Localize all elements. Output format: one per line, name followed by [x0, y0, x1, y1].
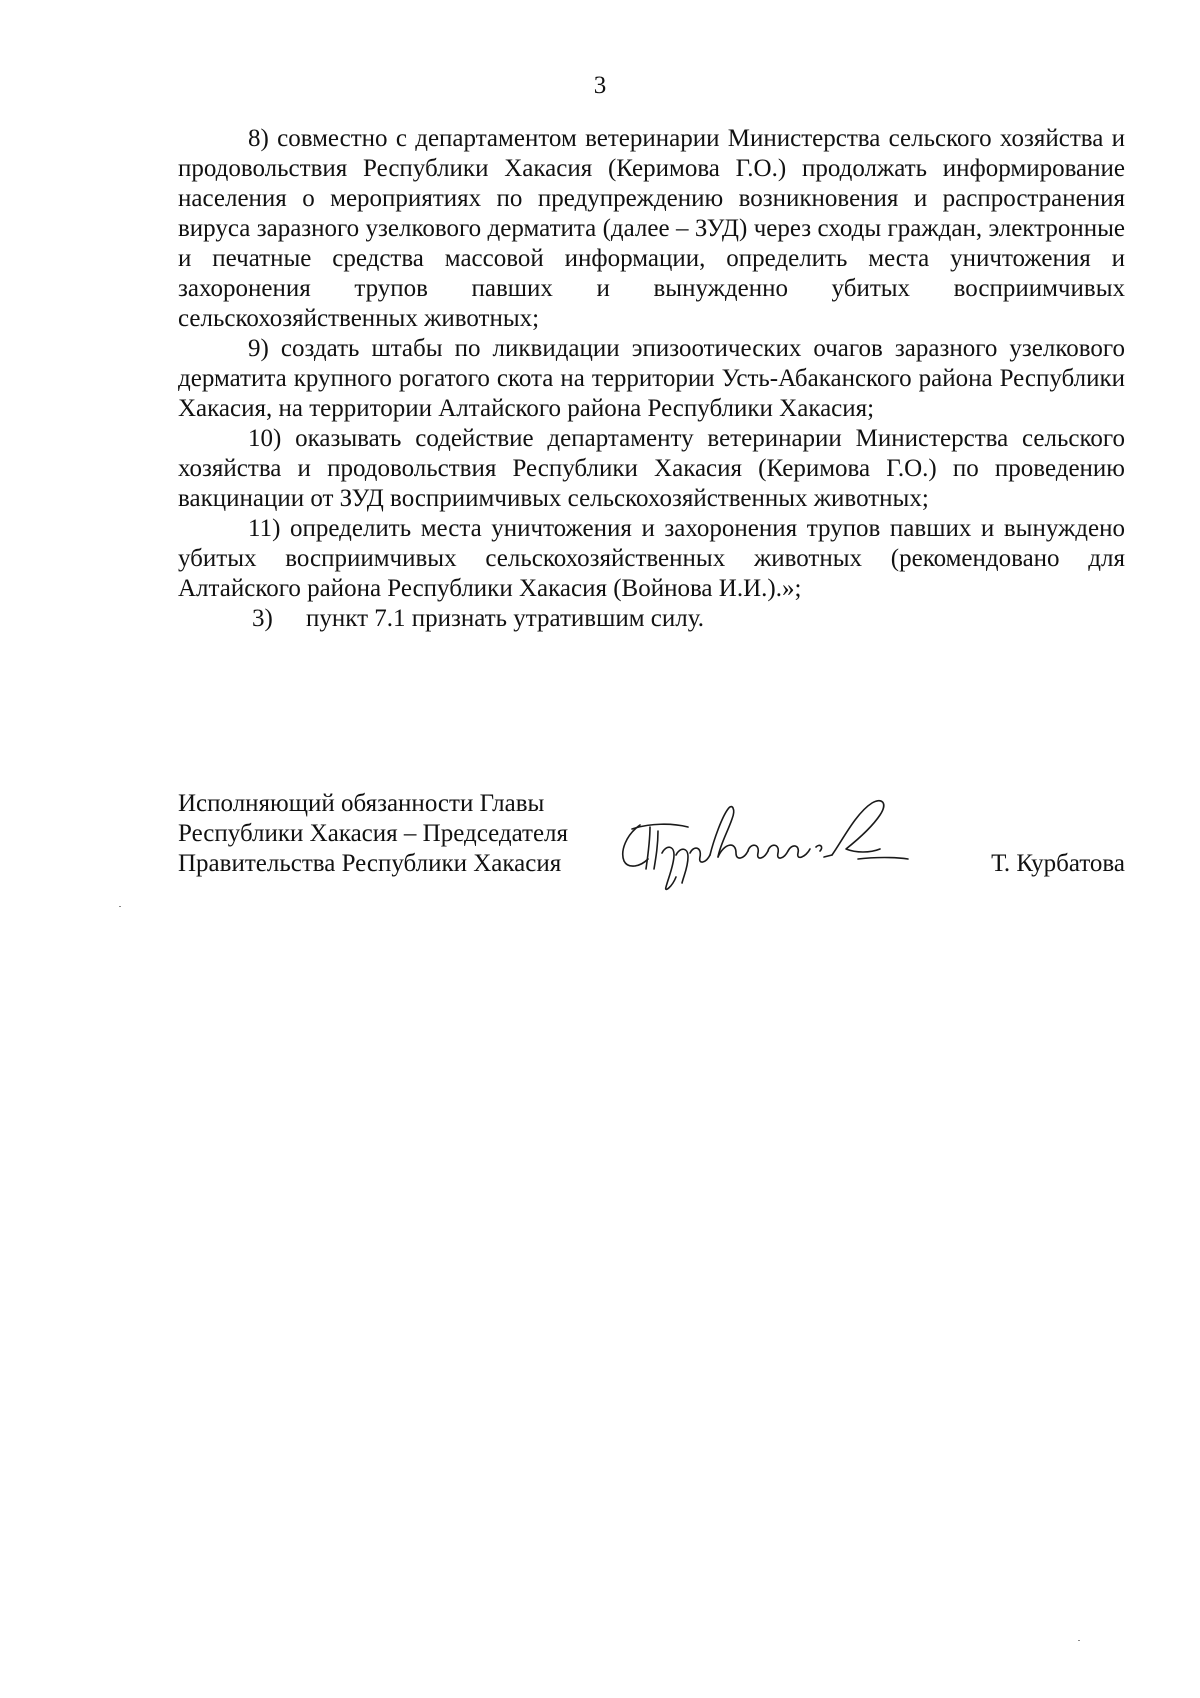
item-3-text: пункт 7.1 признать утратившим силу.: [306, 605, 704, 632]
signer-title: [178, 789, 568, 879]
document-body: [178, 124, 1125, 634]
signer-title-line: Республики Хакасия – Председателя: [178, 820, 569, 847]
paragraph-item-10: 10) оказывать содействие департаменту ветеринарии Министерства сельского хозяйства и продовольствия Республики Хакасия (Керимова Г.О.) по проведению вакцинации от ЗУД восприимчивых сельскохозяйственных животных;: [178, 425, 1125, 512]
signer-title-line: Исполняющий обязанности Главы: [178, 790, 545, 817]
signer-title-line: Правительства Республики Хакасия: [178, 850, 562, 877]
scan-artifact: [1078, 1640, 1080, 1641]
handwritten-signature: [610, 783, 910, 893]
paragraph-item-11: 11) определить места уничтожения и захоронения трупов павших и вынуждено убитых восприимчивых сельскохозяйственных животных (рекомендовано для Алтайского района Республики Хакасия (Войнова И.И.).»;: [178, 515, 1125, 602]
paragraph-item-3: [178, 604, 1125, 634]
paragraph-item-8: 8) совместно с департаментом ветеринарии Министерства сельского хозяйства и продовольствия Республики Хакасия (Керимова Г.О.) продолжать информирование населения о мероприятиях по предупреждению возникновения и распространения вируса заразного узелкового дерматита (далее – ЗУД) через сходы граждан, электронные и печатные средства массовой информации, определить места уничтожения и захоронения трупов павших и вынужденно убитых восприимчивых сельскохозяйственных животных;: [178, 125, 1125, 332]
scan-artifact: [119, 906, 121, 907]
page-number: 3: [593, 72, 607, 99]
signer-name: Т. Курбатова: [991, 850, 1125, 877]
signature-block: [178, 789, 1125, 899]
item-3-number: 3): [252, 605, 273, 632]
paragraph-item-9: 9) создать штабы по ликвидации эпизоотических очагов заразного узелкового дерматита крупного рогатого скота на территории Усть-Абаканского района Республики Хакасия, на территории Алтайского района Республики Хакасия;: [178, 335, 1125, 422]
